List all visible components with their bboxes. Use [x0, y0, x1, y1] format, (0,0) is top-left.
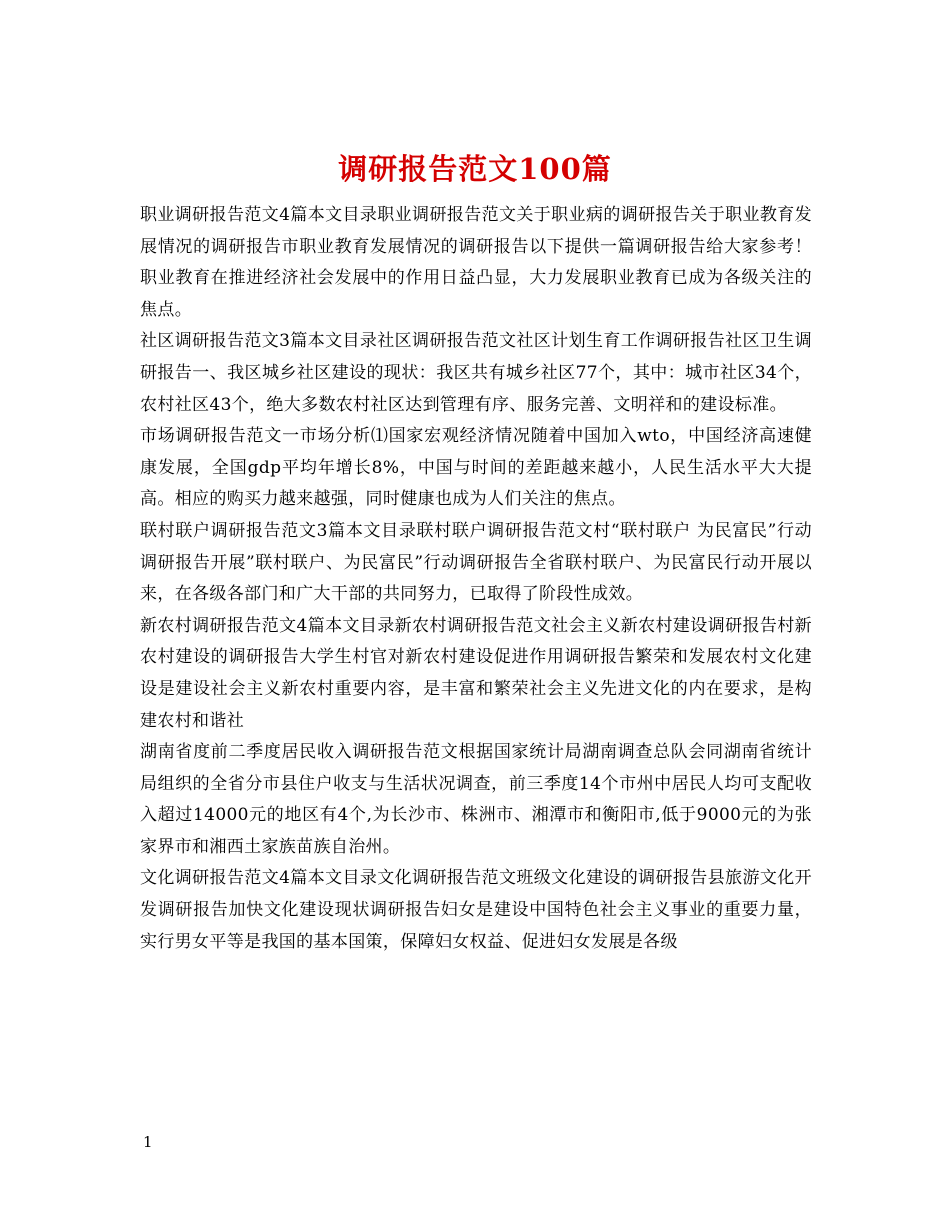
document-body	[140, 200, 812, 958]
paragraph-community: 社区调研报告范文3篇本文目录社区调研报告范文社区计划生育工作调研报告社区卫生调研报告一、我区城乡社区建设的现状：我区共有城乡社区77个，其中：城市社区34个，农村社区43个，绝大多数农村社区达到管理有序、服务完善、文明祥和的建设标准。	[140, 331, 812, 415]
paragraph-culture: 文化调研报告范文4篇本文目录文化调研报告范文班级文化建设的调研报告县旅游文化开发调研报告加快文化建设现状调研报告妇女是建设中国特色社会主义事业的重要力量，实行男女平等是我国的基本国策，保障妇女权益、促进妇女发展是各级	[140, 868, 812, 952]
paragraph-village-household: 联村联户调研报告范文3篇本文目录联村联户调研报告范文村“联村联户 为民富民”行动调研报告开展”联村联户、为民富民”行动调研报告全省联村联户、为民富民行动开展以来，在各级各部门和广大干部的共同努力，已取得了阶段性成效。	[140, 520, 812, 605]
document-title: 调研报告范文100篇	[338, 152, 612, 187]
paragraph-new-countryside: 新农村调研报告范文4篇本文目录新农村调研报告范文社会主义新农村建设调研报告村新农村建设的调研报告大学生村官对新农村建设促进作用调研报告繁荣和发展农村文化建设是建设社会主义新农村重要内容，是丰富和繁荣社会主义先进文化的内在要求，是构建农村和谐社	[140, 615, 812, 731]
page-number: 1	[143, 1133, 153, 1151]
paragraph-market: 市场调研报告范文一市场分析⑴国家宏观经济情况随着中国加入wto，中国经济高速健康发展，全国gdp平均年增长8%，中国与时间的差距越来越小，人民生活水平大大提高。相应的购买力越来越强，同时健康也成为人们关注的焦点。	[140, 426, 813, 510]
paragraph-hunan-income: 湖南省度前二季度居民收入调研报告范文根据国家统计局湖南调查总队会同湖南省统计局组织的全省分市县住户收支与生活状况调查，前三季度14个市州中居民人均可支配收入超过14000元的地区有4个,为长沙市、株洲市、湘潭市和衡阳市,低于9000元的为张家界市和湘西土家族苗族自治州。	[140, 742, 812, 857]
paragraph-vocational: 职业调研报告范文4篇本文目录职业调研报告范文关于职业病的调研报告关于职业教育发展情况的调研报告市职业教育发展情况的调研报告以下提供一篇调研报告给大家参考！职业教育在推进经济社会发展中的作用日益凸显，大力发展职业教育已成为各级关注的焦点。	[140, 205, 812, 320]
